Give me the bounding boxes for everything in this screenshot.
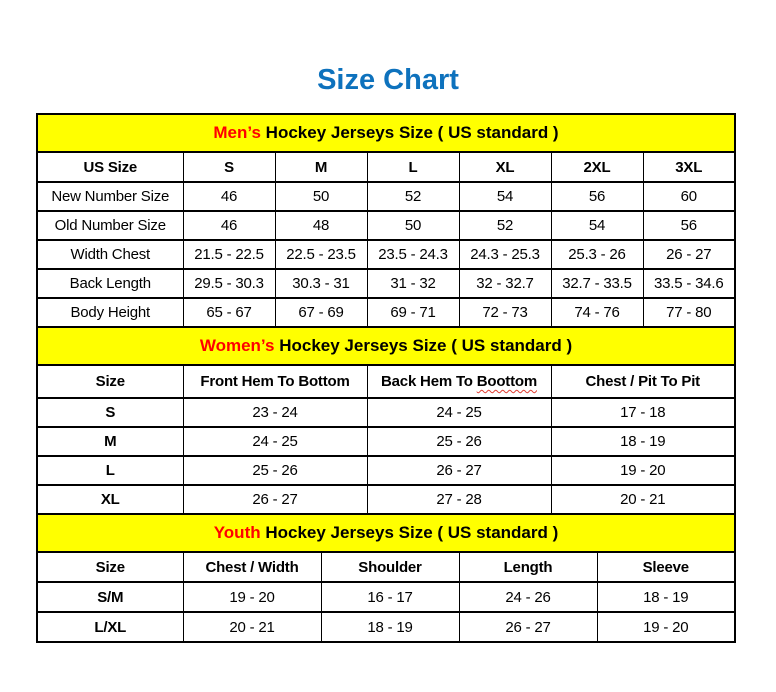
womens-banner-highlight: Women’s [199, 336, 275, 355]
column-header: Length [459, 552, 597, 582]
table-cell: 23 - 24 [183, 398, 367, 427]
youth-banner-highlight: Youth [213, 523, 261, 542]
page-title: Size Chart [317, 64, 459, 96]
column-header: Shoulder [321, 552, 459, 582]
table-cell: 52 [367, 182, 459, 211]
table-cell: 25 - 26 [183, 456, 367, 485]
table-row [37, 240, 735, 269]
table-cell: 50 [275, 182, 367, 211]
table-row [37, 612, 735, 642]
table-row [37, 211, 735, 240]
youth-banner-row [37, 514, 735, 552]
table-cell: 27 - 28 [367, 485, 551, 514]
youth-section-banner [37, 514, 735, 552]
table-cell: 46 [183, 182, 275, 211]
mens-banner-row [37, 114, 735, 152]
row-label: XL [37, 485, 183, 514]
table-cell: 16 - 17 [321, 582, 459, 612]
mens-banner-text: Hockey Jerseys Size ( US standard ) [265, 123, 559, 142]
table-row [37, 456, 735, 485]
table-cell: 21.5 - 22.5 [183, 240, 275, 269]
table-cell: 26 - 27 [367, 456, 551, 485]
table-cell: 18 - 19 [551, 427, 735, 456]
column-header: M [275, 152, 367, 182]
table-row [37, 427, 735, 456]
column-header: Chest / Width [183, 552, 321, 582]
table-cell: 56 [551, 182, 643, 211]
womens-banner-row [37, 327, 735, 365]
youth-banner-text: Hockey Jerseys Size ( US standard ) [265, 523, 559, 542]
row-label: Body Height [37, 298, 183, 327]
column-header-misspelled [367, 365, 551, 398]
womens-banner-text: Hockey Jerseys Size ( US standard ) [279, 336, 573, 355]
womens-header-row [37, 365, 735, 398]
column-header: Chest / Pit To Pit [551, 365, 735, 398]
column-header: Size [37, 552, 183, 582]
row-label: New Number Size [37, 182, 183, 211]
table-row [37, 269, 735, 298]
table-row [37, 485, 735, 514]
mens-banner-highlight: Men’s [213, 123, 261, 142]
table-cell: 29.5 - 30.3 [183, 269, 275, 298]
table-row [37, 582, 735, 612]
table-cell: 19 - 20 [551, 456, 735, 485]
table-row [37, 182, 735, 211]
table-cell: 54 [551, 211, 643, 240]
table-cell: 32 - 32.7 [459, 269, 551, 298]
table-cell: 32.7 - 33.5 [551, 269, 643, 298]
table-cell: 24 - 25 [367, 398, 551, 427]
row-label: S [37, 398, 183, 427]
row-label: M [37, 427, 183, 456]
column-header: Sleeve [597, 552, 735, 582]
table-cell: 46 [183, 211, 275, 240]
table-cell: 60 [643, 182, 735, 211]
table-cell: 25.3 - 26 [551, 240, 643, 269]
table-cell: 19 - 20 [597, 612, 735, 642]
womens-size-table [36, 326, 736, 515]
table-cell: 77 - 80 [643, 298, 735, 327]
row-label: Old Number Size [37, 211, 183, 240]
table-row [37, 398, 735, 427]
table-cell: 54 [459, 182, 551, 211]
table-cell: 56 [643, 211, 735, 240]
table-cell: 72 - 73 [459, 298, 551, 327]
table-cell: 26 - 27 [183, 485, 367, 514]
table-cell: 22.5 - 23.5 [275, 240, 367, 269]
table-cell: 65 - 67 [183, 298, 275, 327]
header-text: Back Hem To [381, 373, 473, 390]
column-header: XL [459, 152, 551, 182]
table-cell: 50 [367, 211, 459, 240]
column-header: L [367, 152, 459, 182]
row-label: L [37, 456, 183, 485]
youth-header-row [37, 552, 735, 582]
table-cell: 24 - 26 [459, 582, 597, 612]
table-cell: 67 - 69 [275, 298, 367, 327]
table-cell: 30.3 - 31 [275, 269, 367, 298]
table-cell: 17 - 18 [551, 398, 735, 427]
row-label: L/XL [37, 612, 183, 642]
table-cell: 18 - 19 [597, 582, 735, 612]
table-cell: 33.5 - 34.6 [643, 269, 735, 298]
mens-section-banner [37, 114, 735, 152]
table-cell: 19 - 20 [183, 582, 321, 612]
column-header: 2XL [551, 152, 643, 182]
table-cell: 31 - 32 [367, 269, 459, 298]
womens-section-banner [37, 327, 735, 365]
table-cell: 20 - 21 [183, 612, 321, 642]
table-cell: 23.5 - 24.3 [367, 240, 459, 269]
table-cell: 20 - 21 [551, 485, 735, 514]
table-cell: 24 - 25 [183, 427, 367, 456]
table-row [37, 298, 735, 327]
column-header: Size [37, 365, 183, 398]
youth-size-table [36, 513, 736, 643]
column-header: 3XL [643, 152, 735, 182]
row-label: S/M [37, 582, 183, 612]
column-header: Front Hem To Bottom [183, 365, 367, 398]
mens-size-table [36, 113, 736, 328]
table-cell: 26 - 27 [643, 240, 735, 269]
row-label: Width Chest [37, 240, 183, 269]
row-label: Back Length [37, 269, 183, 298]
table-cell: 24.3 - 25.3 [459, 240, 551, 269]
misspelled-word: Boottom [476, 373, 537, 390]
table-cell: 48 [275, 211, 367, 240]
table-cell: 69 - 71 [367, 298, 459, 327]
table-cell: 25 - 26 [367, 427, 551, 456]
table-cell: 18 - 19 [321, 612, 459, 642]
column-header: US Size [37, 152, 183, 182]
size-tables-container [36, 113, 736, 643]
table-cell: 26 - 27 [459, 612, 597, 642]
table-cell: 52 [459, 211, 551, 240]
mens-header-row [37, 152, 735, 182]
column-header: S [183, 152, 275, 182]
table-cell: 74 - 76 [551, 298, 643, 327]
